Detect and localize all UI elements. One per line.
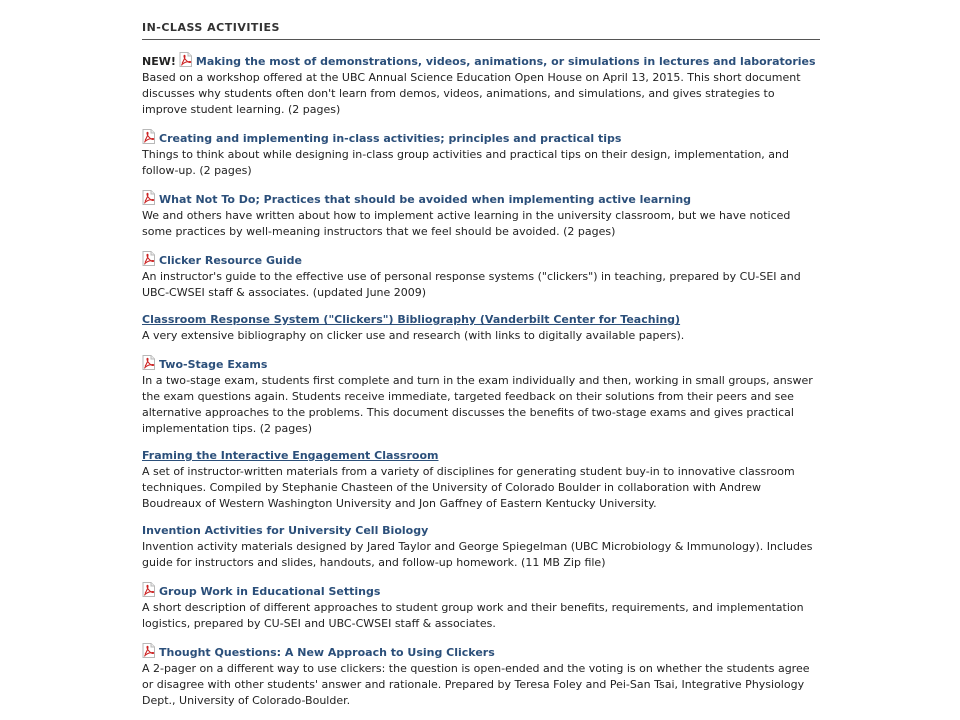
entry-description: Things to think about while designing in-class group activities and practical tips on their design, implementation, and follow-up. (2 pages) [142,148,789,177]
entry-header [142,251,820,269]
entry-title-link[interactable]: Thought Questions: A New Approach to Using Clickers [159,646,495,659]
entry-header [142,312,820,328]
entry-description: A set of instructor-written materials from a variety of disciplines for generating student buy-in to innovative classroom techniques. Compiled by Stephanie Chasteen of the University of Colorado Boulder in collaboration with Andrew Boudreaux of Western Washington University and Jon Gaffney of Eastern Kentucky University. [142,465,795,510]
entry-description: A very extensive bibliography on clicker use and research (with links to digitally available papers). [142,329,685,342]
entry-title-link[interactable]: Making the most of demonstrations, videos, animations, or simulations in lectures and laboratories [195,55,816,68]
pdf-icon[interactable] [142,251,156,266]
entry-description: A 2-pager on a different way to use clickers: the question is open-ended and the voting is on whether the students agree or disagree with other students' answer and rationale. Prepared by Teresa Foley and Pei-San Tsai, Integrative Physiology Dept., University of Colorado-Boulder. [142,662,810,707]
entry-title-link[interactable]: Creating and implementing in-class activities; principles and practical tips [159,132,622,145]
list-item [142,251,820,301]
entry-title-link[interactable]: Two-Stage Exams [159,358,268,371]
pdf-icon[interactable] [142,190,156,205]
entry-header [142,129,820,147]
entry-title-link[interactable]: Framing the Interactive Engagement Classroom [142,449,439,462]
list-item [142,582,820,632]
entry-description: We and others have written about how to implement active learning in the university classroom, but we have noticed some practices by well-meaning instructors that we feel should be avoided. (2 pages) [142,209,791,238]
list-item [142,52,820,118]
entry-header [142,523,820,539]
list-item [142,129,820,179]
main-content [142,0,820,720]
list-item [142,643,820,709]
list-item [142,190,820,240]
pdf-icon[interactable] [142,355,156,370]
pdf-icon[interactable] [142,129,156,144]
pdf-icon[interactable] [142,582,156,597]
entry-title-link[interactable]: What Not To Do; Practices that should be avoided when implementing active learning [159,193,692,206]
list-item [142,355,820,437]
entry-description: Invention activity materials designed by Jared Taylor and George Spiegelman (UBC Microbiology & Immunology). Includes guide for instructors and slides, handouts, and follow-up homework. (11 MB Zip file) [142,540,813,569]
entry-description: A short description of different approaches to student group work and their benefits, requirements, and implementation logistics, prepared by CU-SEI and UBC-CWSEI staff & associates. [142,601,804,630]
entry-header [142,52,820,70]
new-badge: NEW! [142,55,176,68]
entry-header [142,355,820,373]
list-item [142,312,820,344]
entry-description: An instructor's guide to the effective use of personal response systems ("clickers") in teaching, prepared by CU-SEI and UBC-CWSEI staff & associates. (updated June 2009) [142,270,801,299]
entry-header [142,448,820,464]
entry-header [142,190,820,208]
activity-list [142,52,820,709]
list-item [142,448,820,512]
pdf-icon[interactable] [179,52,193,67]
section-heading: IN-CLASS ACTIVITIES [142,21,820,40]
pdf-icon[interactable] [142,643,156,658]
entry-title-link[interactable]: Clicker Resource Guide [159,254,302,267]
entry-title-link[interactable]: Group Work in Educational Settings [159,585,381,598]
entry-header [142,582,820,600]
entry-title-link[interactable]: Invention Activities for University Cell Biology [142,524,429,537]
entry-title-link[interactable]: Classroom Response System ("Clickers") Bibliography (Vanderbilt Center for Teaching) [142,313,681,326]
list-item [142,523,820,571]
entry-header [142,643,820,661]
entry-description: In a two-stage exam, students first complete and turn in the exam individually and then, working in small groups, answer the exam questions again. Students receive immediate, targeted feedback on their solutions from their peers and see alternative approaches to the problems. This document discusses the benefits of two-stage exams and gives practical implementation tips. (2 pages) [142,374,813,435]
entry-description: Based on a workshop offered at the UBC Annual Science Education Open House on April 13, 2015. This short document discusses why students often don't learn from demos, videos, animations, and simulations, and gives strategies to improve student learning. (2 pages) [142,71,801,116]
